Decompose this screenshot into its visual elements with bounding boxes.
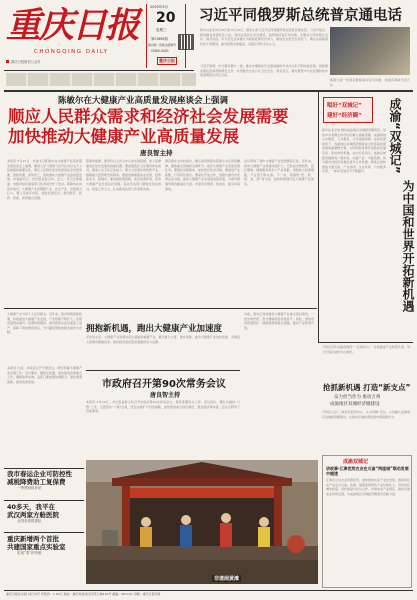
right-lower-text-top: 万州区近年来围绕建设“一区两中心”，持续推进产业转型升级，努力打造区域性中心城市。	[322, 345, 410, 354]
mid-left-text-top: 大健康产业与每个人息息相关。近年来，我市积极抢抓机遇，持续推进大健康产业发展，产业规模不断扩大，发展质量稳步提升。疫情防控期间，我市医药企业迅速复工复产，保障了防控物资供应，为打赢疫情防控阻击战作出贡献。	[7, 312, 82, 335]
left-brief-text: 本报讯 日前，市政府召开专题会议，研究部署大健康产业发展工作。会议要求，要抓住机遇，加快推进各项重点工作，确保取得实效。各部门要加强协调配合，强化要素保障，推动政策落地。	[7, 366, 82, 384]
qr-code	[178, 34, 194, 50]
right-lower-inner-text: 江津区立足农业资源优势，加快推进农业产业化发展，推动特色农产品走出川渝。花椒、富硒茶等特色产业持续壮大，带动农民增收致富。同时加强与四川合作，共建农业产业园区，推动川渝农业协同发展，为成渝地区双城经济圈建设贡献力量。	[326, 478, 410, 496]
mid-center-byline: 唐良智主持	[150, 392, 181, 399]
top-photo	[330, 27, 410, 75]
top-headline: 习近平同俄罗斯总统普京通电话	[199, 8, 402, 24]
left-brief-1[interactable]	[7, 470, 83, 491]
right-vertical-headline-1: 成渝“双城记”	[388, 98, 402, 174]
right-lower-subhead-1: 奋力担当作为 推动万州	[334, 395, 381, 400]
date-day: 20	[156, 10, 176, 26]
masthead-title: 重庆日报	[6, 5, 139, 46]
main-headline-1: 顺应人民群众需求和经济社会发展需要	[8, 107, 289, 126]
left-brief-3-sub: 共建国家重点实验室	[7, 543, 66, 551]
main-article-col-3: 唐良智在主持时指出，要认真贯彻落实陈敏尔书记讲话精神，聚焦重点领域和关键环节，抓好大健康产业发展各项任务。要强化创新驱动，加快医疗技术突破。要推进产业集聚，打造特色园区。要深化开放合作，加强与国内外优秀企业对接，推动大健康产业实现高质量发展，为建设健康中国贡献重庆力量。市领导李明清、郑向东、陆克华等参加。	[165, 159, 240, 191]
right-lower-inner-head: 成渝双城记	[343, 459, 369, 465]
main-article-col-1: 本报讯 5月19日，市委书记陈敏尔在大健康产业高质量发展座谈会上强调，要深入学习贯彻习近平总书记关于人民健康的重要论述，顺应人民群众需求和经济社会发展需要，抢抓机遇、乘势而上，加快推动大健康产业高质量发展。市委副书记、市长唐良智主持。会上，市卫生健康委、市经济信息委等部门负责同志作了发言。陈敏尔在讲话中指出，大健康产业是朝阳产业、民生产业，发展潜力巨大。要立足重庆实际，找准发展定位，推动医疗、医药、医保、医养融合发展。	[7, 159, 82, 200]
right-lower-inner-box	[322, 455, 412, 588]
left-brief-1-note: 一季度财政补贴	[17, 486, 42, 490]
top-article-text-2: 习近平强调，中方愿同俄方一道，推动中俄新时代全面战略协作伙伴关系不断向前发展。两国要加强疫苗和药物研发合作，共同维护全球公共卫生安全。普京表示，俄方赞赏中方在疫情防控中的透明和负责任态度。	[200, 64, 328, 78]
top-article-text: 新华社北京5月19日电 5月19日，国家主席习近平应约同俄罗斯总统普京通电话。习近平指出，新冠肺炎疫情发生以来，我同总统先生多次通话，始终保持着密切沟通。中俄双方坚持相互支持、携手抗疫。中方坚定支持俄方为防控疫情所作努力，相信在总统先生领导下，俄方必将取得抗疫斗争胜利。面对疫情全球蔓延，各国应坚持多边主义。	[200, 28, 328, 46]
weekday: 星期三	[156, 28, 167, 32]
main-byline: 唐良智主持	[140, 149, 173, 157]
right-badge-line2: 建好“经济圈”	[327, 113, 362, 119]
cn-code: CN50-0001	[151, 49, 169, 53]
right-lower-text: 万州区立足“三峡库区经济中心、生态屏障”定位，主动融入成渝地区双城经济圈建设，在推动区域协调发展中展现新作为。	[322, 410, 410, 419]
banner-strip	[6, 73, 196, 86]
top-left-caption: 重庆日报微信公众号	[6, 59, 41, 64]
left-brief-2[interactable]	[7, 503, 83, 524]
left-brief-3-note: 实现“零”的突破	[17, 551, 42, 555]
left-brief-2-note: 全国首席救援队	[17, 519, 42, 523]
left-brief-1-sub: 减税降费助工复保费	[7, 478, 66, 486]
right-vertical-headline-2: 为中国和世界开拓新机遇	[401, 180, 415, 312]
main-kicker: 陈敏尔在大健康产业高质量发展座谈会上强调	[58, 96, 229, 106]
main-article-col-2: 陈敏尔强调，要坚持以人民为中心的发展思想，把人民健康放在优先发展的战略位置。要加强医疗卫生服务体系建设，提高公共卫生应急能力。要大力发展生物医药产业，做强做大医药研发和制造。要推进健康服务业发展，培育新业态、新模式。要加强政策保障，优化营商环境，营造大健康产业发展良好氛围。各区县各部门要强化责任担当，形成工作合力，扎实推进各项工作落地见效。	[86, 159, 161, 191]
right-badge-line1: 唱好“双城记”	[327, 103, 362, 109]
main-article-col-4: 会议听取了我市大健康产业发展情况汇报。近年来，我市大健康产业规模持续扩大，已形成生物医药、医疗器械、健康服务等多个产业集群，创新能力显著增强，产业链不断完善。下一步，将围绕“医、药、养、食、游”等方面，加快构建现代化大健康产业体系。	[244, 159, 314, 186]
masthead-subtitle-en: CHONGQING DAILY	[34, 49, 109, 55]
main-headline-2: 加快推动大健康产业高质量发展	[8, 127, 239, 146]
left-brief-2-sub: 武汉两家方舱医院	[7, 511, 59, 519]
opera-stage-photo	[86, 460, 318, 584]
left-brief-3[interactable]	[7, 535, 83, 556]
left-brief-1-title: 我市春运企业可防控性	[7, 470, 72, 478]
mid-left-text-2: 评论员文章：大健康产业是事关民生福祉的重要产业，要以更大力度、更实举措，推动大健康产业加快发展，为满足人民群众健康需求、推动经济高质量发展提供有力支撑。	[86, 335, 240, 344]
right-lower-inner-title: 讲故事·江津优势农业在川渝“两座城”联动发展中提速	[326, 466, 409, 476]
photo-caption: 非遗闹黄滩	[214, 576, 240, 582]
mid-right-text: 当前，我市正加快推进大健康产业重点项目建设，一批生物医药、医疗器械项目落地投产。同时，加快布局智慧医疗、健康管理等新兴领域，推动产业转型升级。	[244, 312, 314, 330]
footer: 重庆日报社出版 每日对开 零售价：1.00元 地址：重庆市渝北区同茂大道416号 邮编：401121 印刷：重庆日报印务	[6, 592, 161, 596]
right-lower-subhead-2: 成渝地区双城经济圈建设	[330, 402, 380, 407]
left-brief-3-title: 重庆新增两个首批	[7, 535, 59, 543]
mid-left-headline: 拥抱新机遇，跑出大健康产业加速度	[86, 324, 223, 334]
right-badge	[323, 97, 373, 123]
right-column-text: 新华社北京电 推动成渝地区双城经济圈建设，是党中央着眼全局作出的重大战略部署。成渝两地山水相连、人文相亲，合作基础深厚。在新发展格局下，成渝地区双城经济圈将成为西部高质量发展的重要增长极，为中国和世界开拓新的发展空间、新的市场机遇。业内专家表示，成渝双城经济圈拥有广阔市场、完备产业、丰富资源，将为国内外投资者提供更多合作机遇。两地正加快推进交通互联、产业协同、生态共保、公共服务共享，一体化发展水平不断提升。	[322, 128, 386, 174]
top-article-text-3: 两国元首一致同意继续保持密切沟通，加强各领域交流合作。	[330, 78, 410, 87]
seal-text: 重庆日报	[159, 58, 175, 63]
cn-number: 国内统一连续出版物号	[148, 43, 176, 47]
left-brief-2-title: 40多天，我平在	[7, 503, 56, 511]
mid-center-text: 本报讯 5月19日，市长唐良智主持召开市政府第90次常务会议，研究部署有关工作。会议指出，要扎实做好“六稳”工作，全面落实“六保”任务，坚定实施扩大内需战略，加快推进重大项目建设，稳住经济基本盘。会议还研究了其他事项。	[86, 400, 240, 414]
issue-number: 第21690期	[151, 37, 168, 41]
right-lower-headline: 抢抓新机遇 打造“新支点”	[323, 383, 411, 392]
mid-center-headline: 市政府召开第90次常务会议	[102, 379, 226, 390]
date-line: 2020年5月	[150, 5, 169, 9]
